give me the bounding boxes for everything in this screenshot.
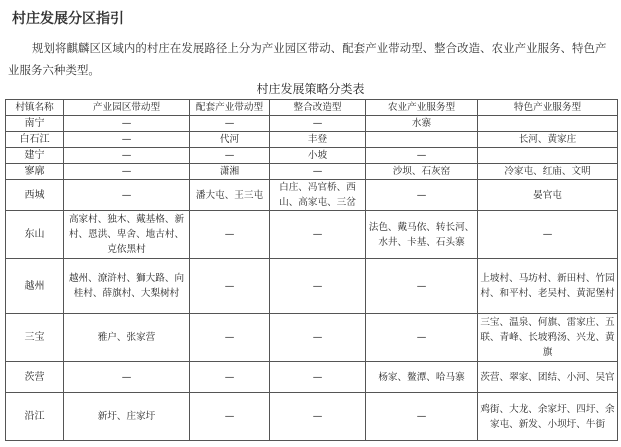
table-cell: — bbox=[64, 362, 190, 393]
table-cell: 潇湘 bbox=[190, 164, 270, 180]
table-cell: 高家村、独木、戴基格、新村、恩洪、卑舍、地古村、克依黑村 bbox=[64, 211, 190, 259]
table-cell: — bbox=[270, 211, 366, 259]
town-cell: 寥廓 bbox=[6, 164, 64, 180]
table-row bbox=[6, 393, 618, 441]
table-header-row bbox=[6, 100, 618, 116]
table-cell: 鸡街、大龙、余家圩、四圩、余家屯、新发、小坝圩、牛街 bbox=[478, 393, 618, 441]
table-row bbox=[6, 314, 618, 362]
table-cell: — bbox=[64, 164, 190, 180]
col-header-town: 村镇名称 bbox=[6, 100, 64, 116]
table-cell: 水寨 bbox=[366, 116, 478, 132]
town-cell: 南宁 bbox=[6, 116, 64, 132]
table-cell: — bbox=[270, 314, 366, 362]
table-cell: 丰登 bbox=[270, 132, 366, 148]
table-cell: — bbox=[64, 132, 190, 148]
table-cell: — bbox=[190, 148, 270, 164]
table-cell: 雅户、张家营 bbox=[64, 314, 190, 362]
table-cell bbox=[366, 132, 478, 148]
table-cell: — bbox=[64, 116, 190, 132]
col-header-industrial-park: 产业园区带动型 bbox=[64, 100, 190, 116]
table-cell: — bbox=[270, 259, 366, 314]
table-cell bbox=[478, 116, 618, 132]
table-cell: 上坡村、马坊村、新田村、竹园村、和平村、老吴村、黄泥堡村 bbox=[478, 259, 618, 314]
table-cell: — bbox=[366, 393, 478, 441]
table-cell: 冷家屯、红庙、文明 bbox=[478, 164, 618, 180]
table-cell: — bbox=[366, 180, 478, 211]
town-cell: 越州 bbox=[6, 259, 64, 314]
table-cell: 白庄、冯官桥、西山、高家屯、三岔 bbox=[270, 180, 366, 211]
table-cell: — bbox=[190, 259, 270, 314]
town-cell: 西城 bbox=[6, 180, 64, 211]
table-cell: — bbox=[270, 164, 366, 180]
table-cell: 沙坝、石灰窑 bbox=[366, 164, 478, 180]
table-cell: 代河 bbox=[190, 132, 270, 148]
table-row bbox=[6, 116, 618, 132]
table-cell: — bbox=[190, 393, 270, 441]
town-cell: 白石江 bbox=[6, 132, 64, 148]
table-cell bbox=[478, 148, 618, 164]
town-cell: 茨营 bbox=[6, 362, 64, 393]
table-cell: 三宝、温泉、何旗、雷家庄、五联、青峰、长坡鸦汤、兴龙、黄旗 bbox=[478, 314, 618, 362]
strategy-table bbox=[5, 99, 618, 441]
table-cell: — bbox=[190, 362, 270, 393]
col-header-integration: 整合改造型 bbox=[270, 100, 366, 116]
table-cell: 新圩、庄家圩 bbox=[64, 393, 190, 441]
table-cell: — bbox=[270, 116, 366, 132]
table-cell: 杨家、鳌潭、哈马寨 bbox=[366, 362, 478, 393]
col-header-special-industry: 特色产业服务型 bbox=[478, 100, 618, 116]
table-cell: 潘大屯、王三屯 bbox=[190, 180, 270, 211]
table-cell: — bbox=[366, 314, 478, 362]
town-cell: 三宝 bbox=[6, 314, 64, 362]
table-cell: — bbox=[64, 148, 190, 164]
table-row bbox=[6, 164, 618, 180]
table-cell: 晏官屯 bbox=[478, 180, 618, 211]
intro-paragraph: 规划将麒麟区区域内的村庄在发展路径上分为产业园区带动、配套产业带动型、整合改造、农业产业服务、特色产业服务六种类型。 bbox=[8, 41, 607, 77]
table-cell: — bbox=[366, 148, 478, 164]
col-header-agriculture: 农业产业服务型 bbox=[366, 100, 478, 116]
table-cell: — bbox=[190, 116, 270, 132]
table-cell: — bbox=[478, 211, 618, 259]
table-row bbox=[6, 259, 618, 314]
table-cell: 法色、戴马依、转长河、水井、卡基、石头寨 bbox=[366, 211, 478, 259]
table-cell: — bbox=[64, 180, 190, 211]
table-cell: 越州、潦浒村、獅大路、向桂村、薛旗村、大梨树村 bbox=[64, 259, 190, 314]
town-cell: 建宁 bbox=[6, 148, 64, 164]
table-row bbox=[6, 132, 618, 148]
col-header-supporting-industry: 配套产业带动型 bbox=[190, 100, 270, 116]
table-row bbox=[6, 211, 618, 259]
section-heading: 村庄发展分区指引 bbox=[12, 11, 124, 27]
table-row bbox=[6, 148, 618, 164]
table-cell: 小坡 bbox=[270, 148, 366, 164]
table-row bbox=[6, 362, 618, 393]
table-cell: — bbox=[190, 314, 270, 362]
table-row bbox=[6, 180, 618, 211]
table-cell: — bbox=[270, 362, 366, 393]
table-cell: 长河、黄家庄 bbox=[478, 132, 618, 148]
table-caption: 村庄发展策略分类表 bbox=[256, 82, 365, 96]
table-cell: — bbox=[270, 393, 366, 441]
table-cell: — bbox=[190, 211, 270, 259]
table-cell: 茨营、翠家、团结、小河、吴官 bbox=[478, 362, 618, 393]
town-cell: 沿江 bbox=[6, 393, 64, 441]
table-cell: — bbox=[366, 259, 478, 314]
town-cell: 东山 bbox=[6, 211, 64, 259]
